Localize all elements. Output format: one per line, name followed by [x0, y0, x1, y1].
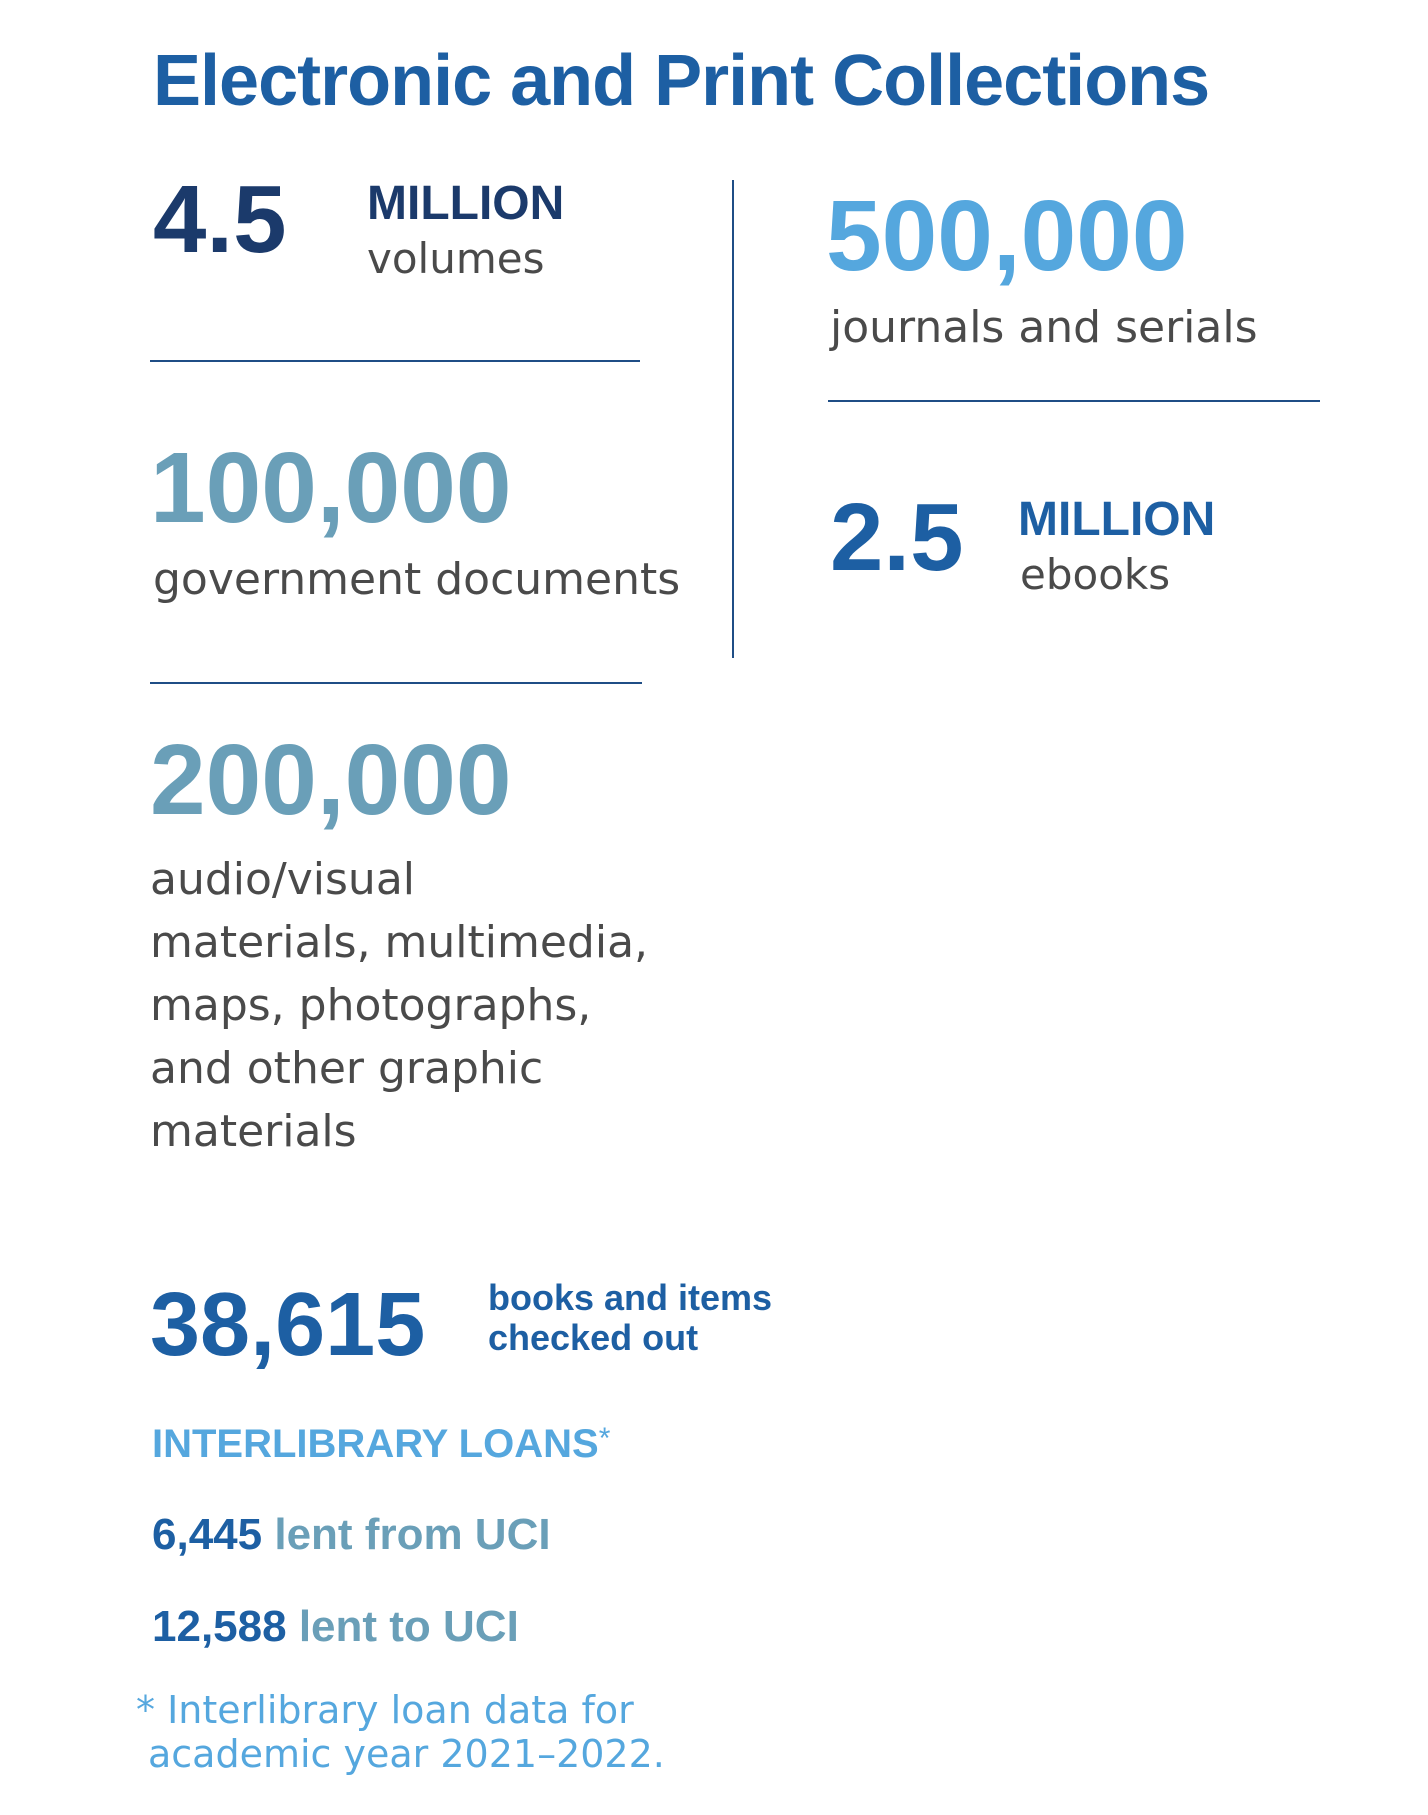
footnote	[136, 1688, 665, 1776]
loan-lent-from	[152, 1510, 551, 1560]
interlibrary-heading	[152, 1422, 610, 1467]
interlibrary-asterisk: *	[598, 1422, 611, 1455]
loan-lent-to-number: 12,588	[152, 1602, 287, 1651]
stat-audiovisual-line: maps, photographs,	[150, 980, 592, 1031]
stat-ebooks-number: 2.5	[830, 484, 964, 591]
stat-government-number: 100,000	[150, 432, 512, 544]
divider-right-1	[828, 400, 1320, 402]
stat-checkouts-label	[488, 1278, 772, 1358]
stat-journals-label: journals and serials	[830, 302, 1258, 353]
stat-ebooks-unit: MILLION	[1018, 493, 1216, 546]
loan-lent-from-number: 6,445	[152, 1510, 263, 1559]
interlibrary-heading-text: INTERLIBRARY LOANS	[152, 1422, 599, 1466]
stat-journals-number: 500,000	[826, 180, 1188, 292]
stat-audiovisual-line: and other graphic	[150, 1043, 544, 1094]
page-title: Electronic and Print Collections	[153, 41, 1210, 121]
stat-checkouts-line: books and items	[488, 1277, 773, 1318]
stat-audiovisual-line: materials, multimedia,	[150, 917, 649, 968]
stat-audiovisual-description	[150, 848, 648, 1163]
stat-volumes-label: volumes	[367, 234, 545, 283]
stat-audiovisual-line: materials	[150, 1106, 357, 1157]
divider-left-2	[150, 682, 642, 684]
loan-lent-from-label: lent from UCI	[274, 1510, 551, 1559]
stat-checkouts-number: 38,615	[150, 1275, 426, 1375]
footnote-line: academic year 2021–2022.	[148, 1732, 665, 1776]
stat-checkouts-line: checked out	[488, 1317, 699, 1358]
stat-volumes-unit: MILLION	[367, 177, 565, 230]
loan-lent-to-label: lent to UCI	[298, 1602, 519, 1651]
divider-left-1	[150, 360, 640, 362]
footnote-line: * Interlibrary loan data for	[136, 1688, 634, 1732]
stat-volumes-number: 4.5	[153, 166, 287, 273]
stat-government-label: government documents	[153, 554, 681, 605]
stat-ebooks-label: ebooks	[1020, 550, 1171, 599]
stat-audiovisual-line: audio/visual	[150, 854, 416, 905]
stat-audiovisual-number: 200,000	[150, 724, 512, 836]
divider-vertical	[732, 180, 734, 658]
loan-lent-to	[152, 1602, 519, 1652]
